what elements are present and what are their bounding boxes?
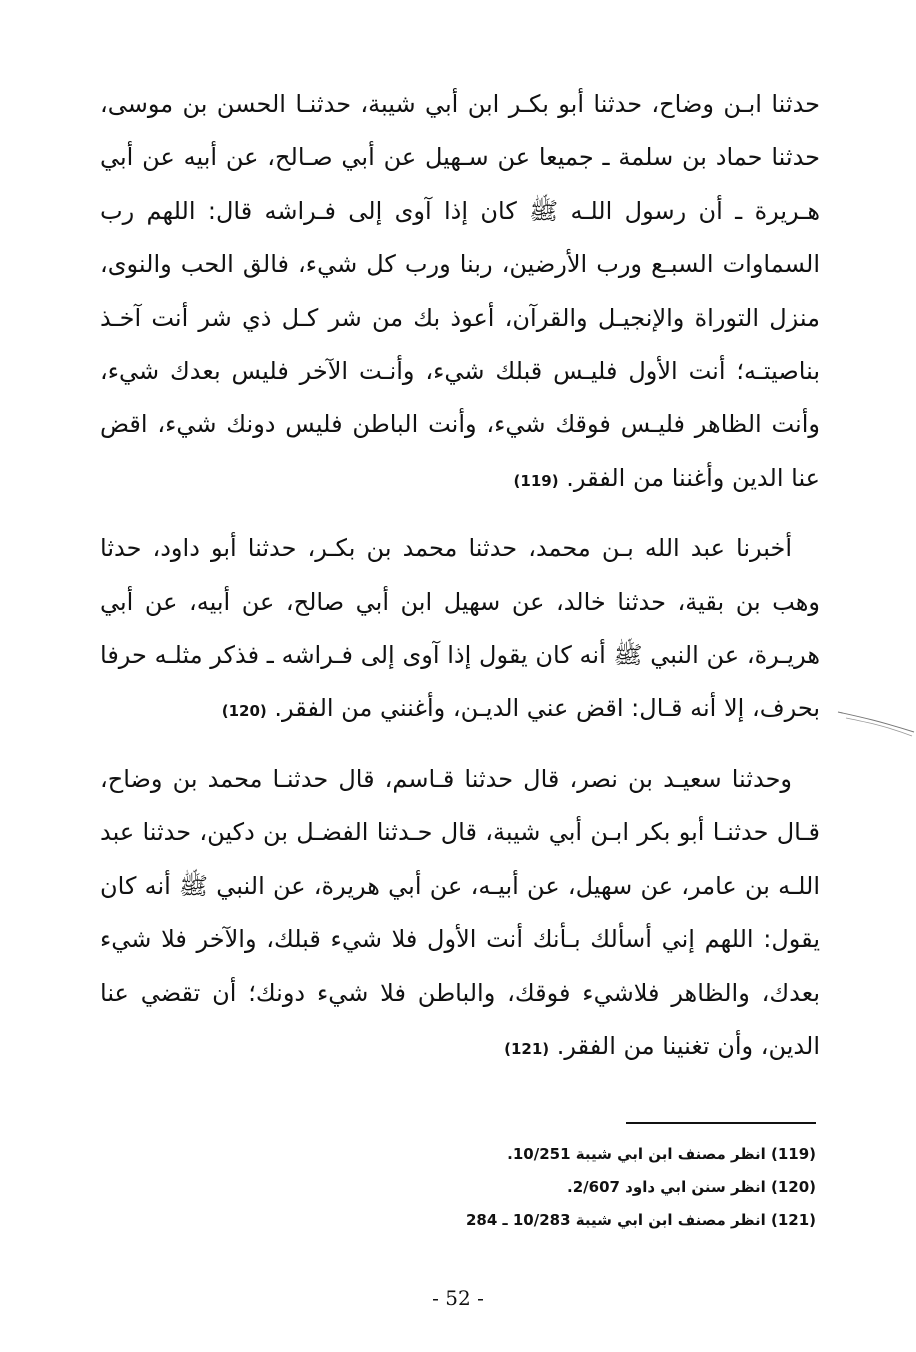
footnote-reference: (119) (513, 471, 559, 490)
footnote: (120) انظر سنن ابي داود 2/607. (567, 1178, 816, 1196)
paragraph-text: أخبرنا عبد الله بـن محمد، حدثنا محمد بن بكـر، حدثنا أبو داود، حدثا وهب بن بقية، حدثنا خالد، عن سهيل ابن أبي صالح، عن أبيه، عن أبي هريـرة، عن النبي ﷺ أنه كان يقول إذا آوى إلى فـراشه ـ فذكر مثلـه حرفا بحرف، إلا أنه قـال: اقض عني الديـن، وأغنني من الفقر. (100, 534, 820, 723)
paragraph (100, 78, 820, 508)
footnote-reference: (120) (221, 702, 267, 721)
page-number: - 52 - (432, 1286, 484, 1310)
footnote: (119) انظر مصنف ابن ابي شيبة 10/251. (507, 1145, 816, 1163)
paragraph (100, 522, 820, 739)
main-text (100, 78, 820, 1076)
paragraph-text: حدثنا ابـن وضاح، حدثنا أبو بكـر ابن أبي شيبة، حدثنـا الحسن بن موسى، حدثنا حماد بن سلمة ـ جميعا عن سـهيل عن أبي صـالح، عن أبيه عن أبي هـريرة ـ أن رسول اللـه ﷺ كان إذا آوى إلى فـراشه قال: اللهم رب السماوات السبـع ورب الأرضين، ربنا ورب كل شيء، فالق الحب والنوى، منزل التوراة والإنجيـل والقرآن، أعوذ بك من شر كـل ذي شر أنت آخـذ بناصيتـه؛ أنت الأول فليـس قبلك شيء، وأنـت الآخر فليس بعدك شيء، وأنت الظاهر فليـس فوقك شيء، وأنت الباطن فليس دونك شيء، اقض عنا الدين وأغننا من الفقر. (100, 90, 820, 492)
paragraph-text: وحدثنا سعيـد بن نصر، قال حدثنا قـاسم، قال حدثنـا محمد بن وضاح، قـال حدثنـا أبو بكر ابـن أبي شيبة، قال حـدثنا الفضـل بن دكين، حدثنا عبد اللـه بن عامر، عن سهيل، عن أبيـه، عن أبي هريرة، عن النبي ﷺ أنه كان يقول: اللهم إني أسألك بـأنك أنت الأول فلا شيء قبلك، والآخر فلا شيء بعدك، والظاهر فلاشيء فوقك، والباطن فلا شيء دونك؛ أن تقضي عنا الدين، وأن تغنينا من الفقر. (100, 764, 820, 1060)
footnote-reference: (121) (504, 1039, 550, 1058)
footnote: (121) انظر مصنف ابن ابي شيبة 10/283 ـ 284 (465, 1211, 816, 1229)
footnote-divider (626, 1122, 816, 1124)
footnotes (300, 1138, 816, 1237)
scan-margin-mark (836, 706, 916, 746)
paragraph (100, 753, 820, 1076)
